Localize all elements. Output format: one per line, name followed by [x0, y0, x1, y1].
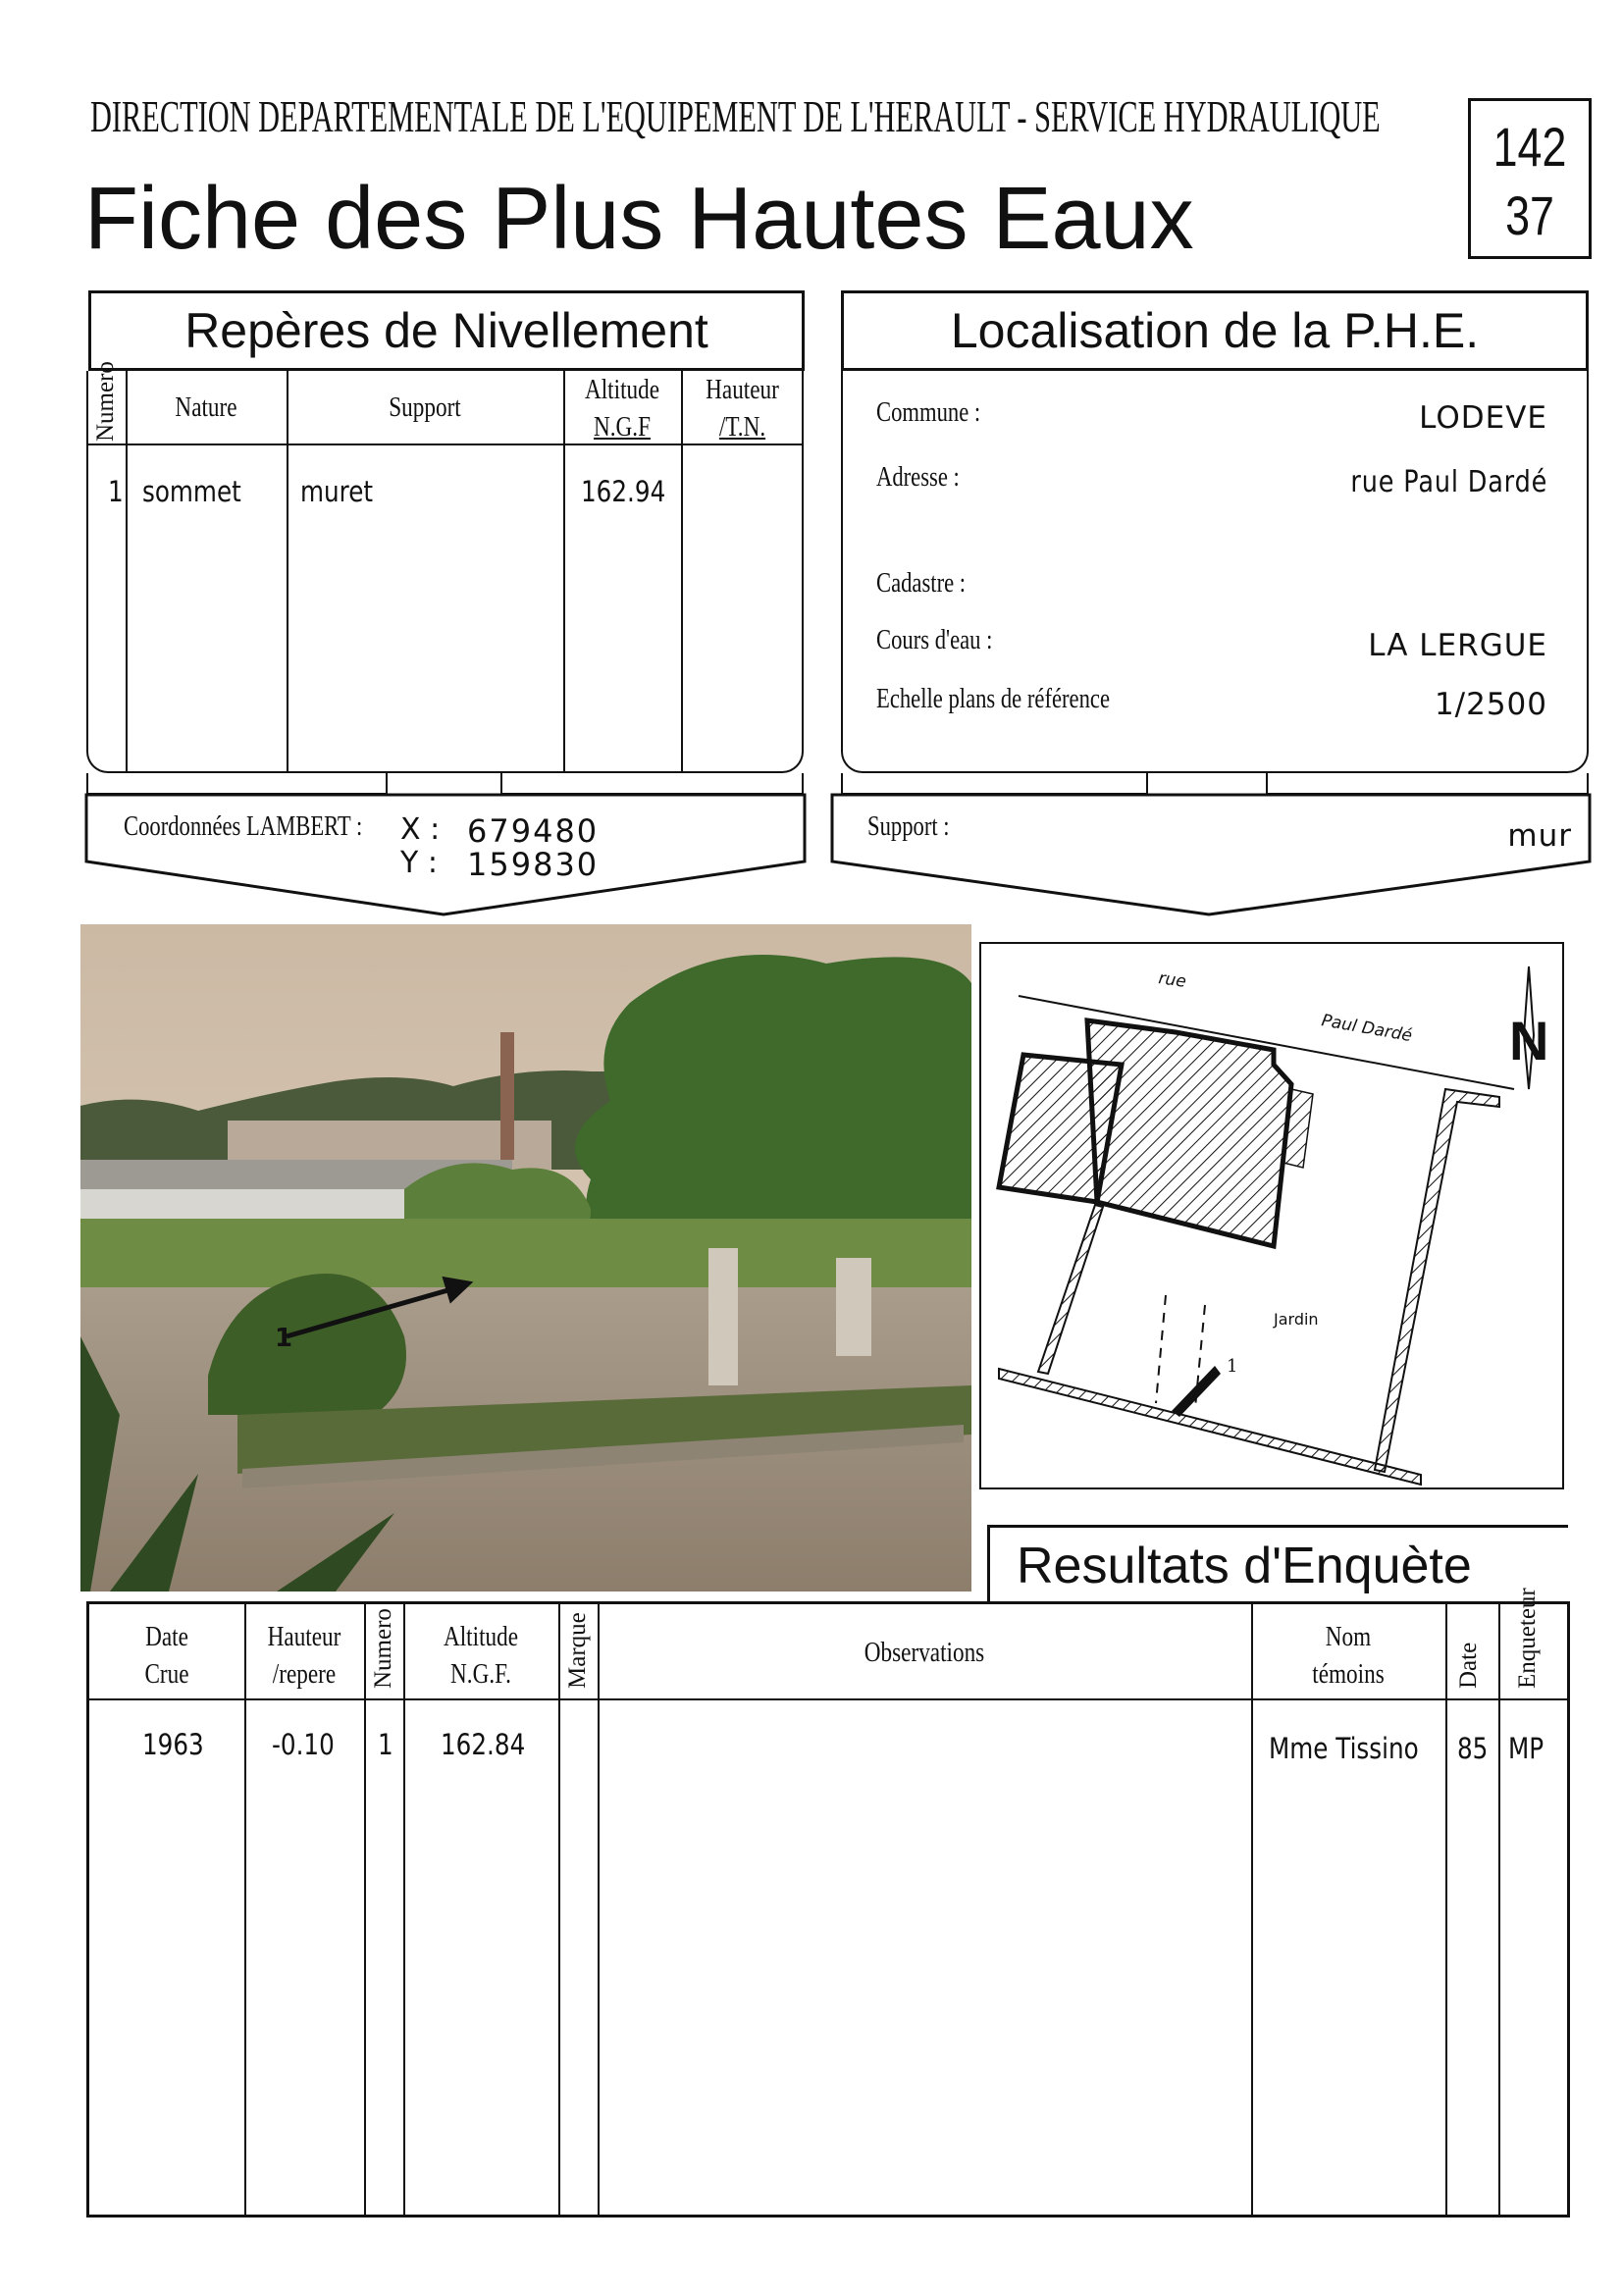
- resultats-col-observations: Observations: [864, 1637, 985, 1668]
- reperes-connector-left: [86, 773, 388, 795]
- plan-marker: 1: [1227, 1356, 1238, 1377]
- plan-street-name: Paul Dardé: [1320, 1011, 1414, 1047]
- coordonnees-x-value: 679480: [467, 812, 600, 850]
- reperes-col-nature: Nature: [175, 391, 237, 423]
- resultats-col-enqueteur: Enqueteur: [1514, 1588, 1541, 1689]
- localisation-connector-right: [1266, 773, 1589, 795]
- reperes-connector-right: [500, 773, 804, 795]
- reference-box: [1468, 98, 1592, 259]
- reperes-col-support: Support: [389, 391, 461, 423]
- plan-dash-1: [1156, 1295, 1166, 1403]
- reperes-table: [86, 361, 804, 773]
- resultats-row-nom: Mme Tissino: [1269, 1732, 1419, 1765]
- plan-building-left: [999, 1055, 1122, 1202]
- resultats-col-hauteur: Hauteur /repere: [267, 1621, 341, 1690]
- resultats-row-hauteur: -0.10: [272, 1728, 335, 1761]
- echelle-value: 1/2500: [1434, 687, 1547, 722]
- adresse-value: rue Paul Dardé: [1350, 465, 1547, 499]
- site-plan: [979, 942, 1564, 1489]
- resultats-row-enqueteur: MP: [1508, 1732, 1544, 1765]
- support-label: Support :: [867, 810, 950, 842]
- plan-wall-left: [1038, 1205, 1103, 1374]
- plan-building-main: [1087, 1020, 1291, 1246]
- reperes-col-hauteur: Hauteur /T.N.: [706, 374, 779, 443]
- page-title: Fiche des Plus Hautes Eaux: [84, 170, 1194, 268]
- coordonnees-y-value: 159830: [467, 846, 600, 883]
- cours-eau-value: LA LERGUE: [1368, 628, 1547, 663]
- photo-chimney: [500, 1032, 514, 1160]
- plan-garden: Jardin: [1274, 1310, 1319, 1329]
- resultats-title: Resultats d'Enquète: [1017, 1538, 1472, 1594]
- reperes-col-altitude: Altitude N.G.F: [584, 374, 660, 443]
- photo-post-1: [708, 1248, 738, 1385]
- localisation-connector-left: [841, 773, 1148, 795]
- commune-label: Commune :: [876, 396, 981, 428]
- reference-bottom: 37: [1505, 184, 1554, 246]
- resultats-row-date-crue: 1963: [142, 1728, 204, 1761]
- resultats-col-numero: Numero: [370, 1608, 396, 1689]
- localisation-panel: [841, 371, 1589, 773]
- coordonnees-y-label: Y :: [400, 846, 438, 880]
- coordonnees-x-label: X :: [400, 812, 441, 847]
- reperes-row-numero: 1: [108, 475, 124, 508]
- resultats-row-date: 85: [1457, 1732, 1489, 1765]
- north-label: N: [1509, 1010, 1549, 1071]
- localisation-title: Localisation de la P.H.E.: [841, 290, 1589, 371]
- reference-top: 142: [1492, 116, 1567, 178]
- resultats-row-altitude: 162.84: [441, 1728, 526, 1761]
- resultats-col-date-enq: Date: [1455, 1642, 1482, 1689]
- photo-post-2: [836, 1258, 871, 1356]
- resultats-row-numero: 1: [378, 1728, 393, 1761]
- cadastre-label: Cadastre :: [876, 567, 967, 599]
- photo-marker: 1: [275, 1324, 293, 1353]
- reperes-col-numero: Numero: [92, 361, 119, 442]
- resultats-table: [86, 1588, 1570, 2218]
- plan-marker-arrow: [1172, 1366, 1221, 1417]
- reperes-row-nature: sommet: [142, 475, 241, 508]
- coordonnees-label: Coordonnées LAMBERT :: [124, 810, 363, 842]
- commune-value: LODEVE: [1419, 400, 1547, 436]
- resultats-col-nom: Nom témoins: [1312, 1621, 1385, 1690]
- resultats-col-altitude: Altitude N.G.F.: [443, 1621, 519, 1690]
- plan-wall-right: [1375, 1089, 1499, 1472]
- plan-wall-bottom: [999, 1369, 1421, 1485]
- resultats-col-marque: Marque: [564, 1612, 591, 1689]
- reperes-title: Repères de Nivellement: [88, 290, 805, 371]
- adresse-label: Adresse :: [876, 461, 960, 493]
- cours-eau-label: Cours d'eau :: [876, 624, 993, 655]
- support-value: mur: [1507, 818, 1572, 854]
- reperes-row-support: muret: [300, 475, 374, 508]
- site-photo: [80, 924, 971, 1592]
- resultats-col-date-crue: Date Crue: [144, 1621, 189, 1690]
- plan-street-rue: rue: [1157, 968, 1188, 992]
- echelle-label: Echelle plans de référence: [876, 683, 1110, 714]
- reperes-row-altitude: 162.94: [581, 475, 666, 508]
- agency-line: DIRECTION DEPARTEMENTALE DE L'EQUIPEMENT DE L'HERAULT - SERVICE HYDRAULIQUE: [90, 91, 1381, 141]
